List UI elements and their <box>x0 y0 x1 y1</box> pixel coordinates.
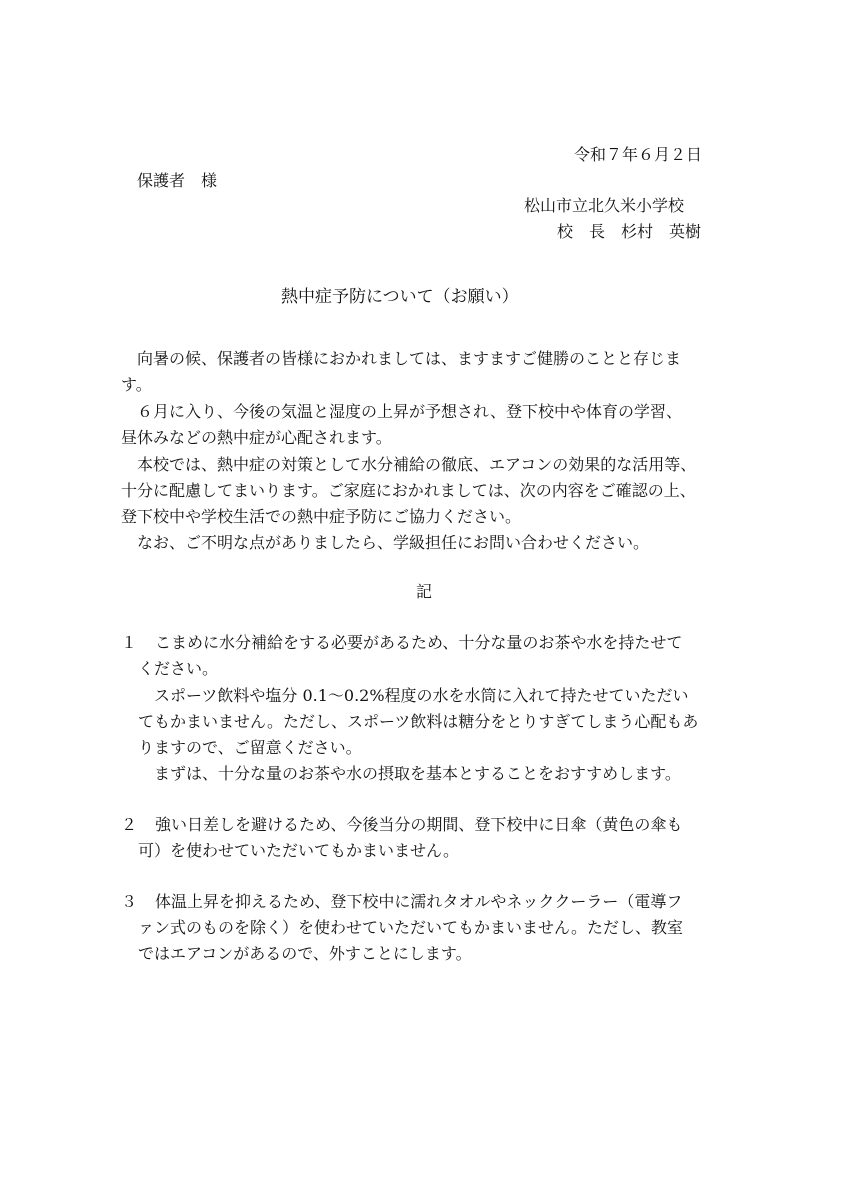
school-name: 松山市立北久米小学校 <box>524 196 685 215</box>
item-number: ２ <box>121 815 138 834</box>
date: 令和７年６月２日 <box>574 145 703 164</box>
intro-p3-line: 十分に配慮してまいります。ご家庭におかれましては、次の内容をご確認の上、 <box>121 481 696 500</box>
item-line: 体温上昇を抑えるため、登下校中に濡れタオルやネッククーラー（電導フ <box>155 892 683 911</box>
principal-name: 校 長 杉村 英樹 <box>557 222 702 241</box>
item-line: ではエアコンがあるので、外すことにします。 <box>138 944 472 963</box>
item-line: てもかまいません。ただし、スポーツ飲料は糖分をとりすぎてしまう心配もあ <box>138 712 699 731</box>
intro-p3-line: 登下校中や学校生活での熱中症予防にご協力ください。 <box>121 507 522 526</box>
intro-p2-line: 昼休みなどの熱中症が心配されます。 <box>121 428 392 447</box>
page-title: 熱中症予防について（お願い） <box>281 287 519 307</box>
intro-p1-line: 向暑の候、保護者の皆様におかれましては、ますますご健勝のことと存じま <box>121 349 682 368</box>
item-line: りますので、ご留意ください。 <box>138 738 362 757</box>
recipient: 保護者 様 <box>137 171 218 190</box>
item-line: ください。 <box>138 659 219 678</box>
intro-p1-line: す。 <box>121 375 152 394</box>
item-line: 強い日差しを避けるため、今後当分の期間、登下校中に日傘（黄色の傘も <box>155 815 683 834</box>
item-number: １ <box>121 633 138 652</box>
item-line: スポーツ飲料や塩分 0.1～0.2%程度の水を水筒に入れて持たせていただい <box>138 686 689 705</box>
item-number: ３ <box>121 892 138 911</box>
ki-heading: 記 <box>416 582 433 601</box>
item-line: こまめに水分補給をする必要があるため、十分な量のお茶や水を持たせて <box>155 633 683 652</box>
intro-p4-line: なお、ご不明な点がありましたら、学級担任にお問い合わせください。 <box>121 533 650 552</box>
item-line: ァン式のものを除く）を使わせていただいてもかまいません。ただし、教室 <box>138 918 683 937</box>
item-line: 可）を使わせていただいてもかまいません。 <box>138 841 459 860</box>
intro-p2-line: ６月に入り、今後の気温と湿度の上昇が予想され、登下校中や体育の学習、 <box>121 402 682 421</box>
intro-p3-line: 本校では、熱中症の対策として水分補給の徹底、エアコンの効果的な活用等、 <box>121 455 697 474</box>
item-line: まずは、十分な量のお茶や水の摂取を基本とすることをおすすめします。 <box>138 764 681 783</box>
